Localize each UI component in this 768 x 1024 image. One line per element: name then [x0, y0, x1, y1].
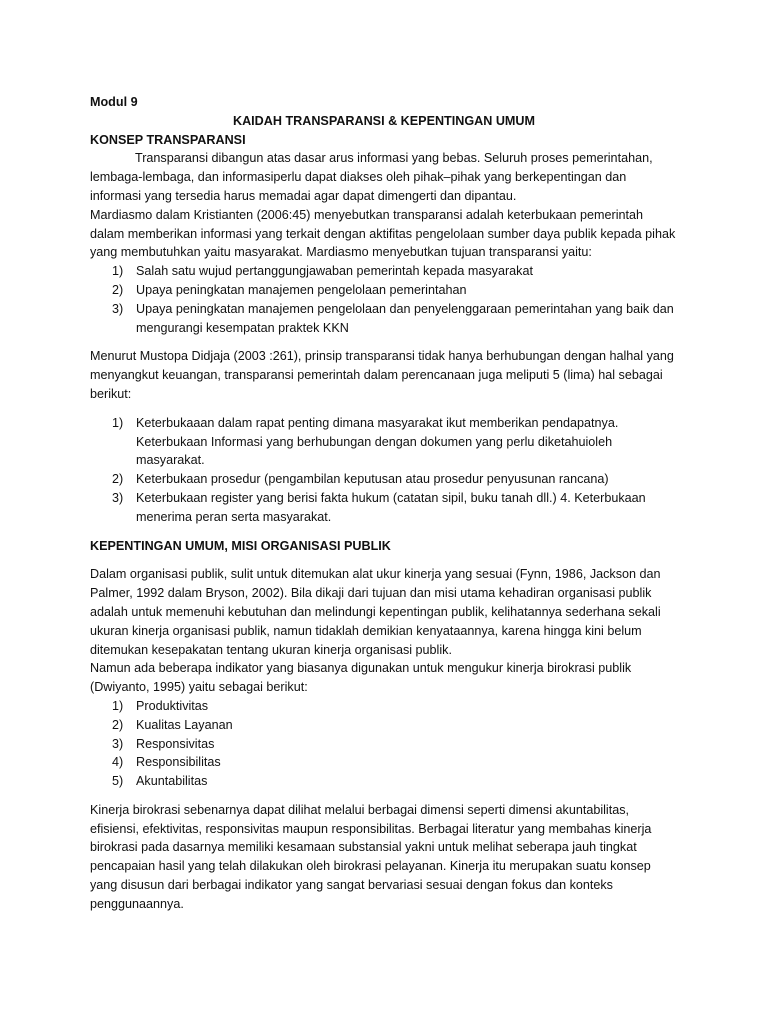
list-number: 3): [112, 736, 124, 751]
list-item-text: Keterbukaan register yang berisi fakta hukum (catatan sipil, buku tanah dll.) 4. Keterbukaan menerima peran serta masyarakat.: [136, 490, 646, 524]
list-number: 1): [112, 415, 124, 430]
paragraph: Namun ada beberapa indikator yang biasanya digunakan untuk mengukur kinerja birokrasi publik (Dwiyanto, 1995) yaitu sebagai berikut:: [90, 661, 632, 695]
list-item-text: Salah satu wujud pertanggungjawaban pemerintah kepada masyarakat: [136, 264, 533, 279]
list-item-text: Responsivitas: [136, 736, 215, 751]
numbered-list-tujuan: [90, 262, 678, 337]
list-item: [90, 262, 678, 281]
list-item-text: Produktivitas: [136, 698, 209, 713]
paragraph: Transparansi dibangun atas dasar arus informasi yang bebas. Seluruh proses pemerintahan, lembaga-lembaga, dan informasiperlu dapat diakses oleh pihak–pihak yang berkepentingan dan informasi yang tersedia harus memadai agar dapat dimengerti dan dipantau.: [90, 151, 653, 203]
list-number: 2): [112, 472, 124, 487]
list-item: [90, 281, 678, 300]
paragraph: Kinerja birokrasi sebenarnya dapat dilihat melalui berbagai dimensi seperti dimensi akuntabilitas, efisiensi, efektivitas, responsivitas maupun responsibilitas. Berbagai literatur yang membahas kinerja birokrasi pada dasarnya memiliki kesamaan substansial yakni untuk melihat seberapa jauh tingkat pencapaian hasil yang telah dilakukan oleh birokrasi pelayanan. Kinerja itu merupakan suatu konsep yang disusun dari berbagai indikator yang sangat bervariasi sesuai dengan fokus dan konteks penggunaannya.: [90, 802, 652, 911]
list-number: 2): [112, 282, 124, 297]
list-item-text: Upaya peningkatan manajemen pengelolaan dan penyelenggaraan pemerintahan yang baik dan mengurangi kesempatan praktek KKN: [136, 301, 674, 335]
list-item: [90, 772, 678, 791]
list-item: [90, 414, 678, 470]
list-item: [90, 489, 678, 527]
numbered-list-indikator: [90, 697, 678, 791]
list-number: 5): [112, 774, 124, 789]
list-item: [90, 735, 678, 754]
list-number: 3): [112, 301, 124, 316]
list-number: 1): [112, 698, 124, 713]
list-item-text: Keterbukaaan dalam rapat penting dimana masyarakat ikut memberikan pendapatnya. Keterbukaan Informasi yang berhubungan dengan dokumen yang perlu diketahuioleh masyarakat.: [136, 415, 619, 468]
section-heading-transparansi: KONSEP TRANSPARANSI: [90, 132, 246, 147]
list-number: 1): [112, 264, 124, 279]
section-heading-kepentingan-umum: KEPENTINGAN UMUM, MISI ORGANISASI PUBLIK: [90, 538, 391, 553]
list-item-text: Responsibilitas: [136, 755, 221, 770]
list-item-text: Kualitas Layanan: [136, 717, 233, 732]
list-number: 2): [112, 717, 124, 732]
module-label: Modul 9: [90, 95, 138, 109]
list-item: [90, 470, 678, 489]
list-item: [90, 300, 678, 338]
list-item: [90, 716, 678, 735]
list-item-text: Keterbukaan prosedur (pengambilan keputusan atau prosedur penyusunan rancana): [136, 472, 609, 487]
numbered-list-prinsip: [90, 414, 678, 527]
list-item-text: Akuntabilitas: [136, 774, 208, 789]
list-number: 4): [112, 755, 124, 770]
paragraph: Menurut Mustopa Didjaja (2003 :261), prinsip transparansi tidak hanya berhubungan dengan halhal yang menyangkut keuangan, transparansi pemerintah dalam perencanaan juga meliputi 5 (lima) hal sebagai berikut:: [90, 349, 674, 401]
list-item: [90, 697, 678, 716]
list-item-text: Upaya peningkatan manajemen pengelolaan pemerintahan: [136, 282, 467, 297]
paragraph: Dalam organisasi publik, sulit untuk ditemukan alat ukur kinerja yang sesuai (Fynn, 1986, Jackson dan Palmer, 1992 dalam Bryson, 2002). Bila dikaji dari tujuan dan misi utama kehadiran organisasi publik adalah untuk memenuhi kebutuhan dan melindungi kepentingan publik, kelihatannya sederhana sekali ukuran kinerja organisasi publik, namun tidaklah demikian kenyataannya, karena hingga kini belum ditemukan kesepakatan tentang ukuran kinerja organisasi publik.: [90, 567, 661, 657]
paragraph: Mardiasmo dalam Kristianten (2006:45) menyebutkan transparansi adalah keterbukaan pemerintah dalam memberikan informasi yang terkait dengan aktifitas pengelolaan sumber daya publik kepada pihak yang membutuhkan yaitu masyarakat. Mardiasmo menyebutkan tujuan transparansi yaitu:: [90, 207, 676, 260]
list-item: [90, 753, 678, 772]
document-title: KAIDAH TRANSPARANSI & KEPENTINGAN UMUM: [232, 113, 536, 128]
list-number: 3): [112, 490, 124, 505]
